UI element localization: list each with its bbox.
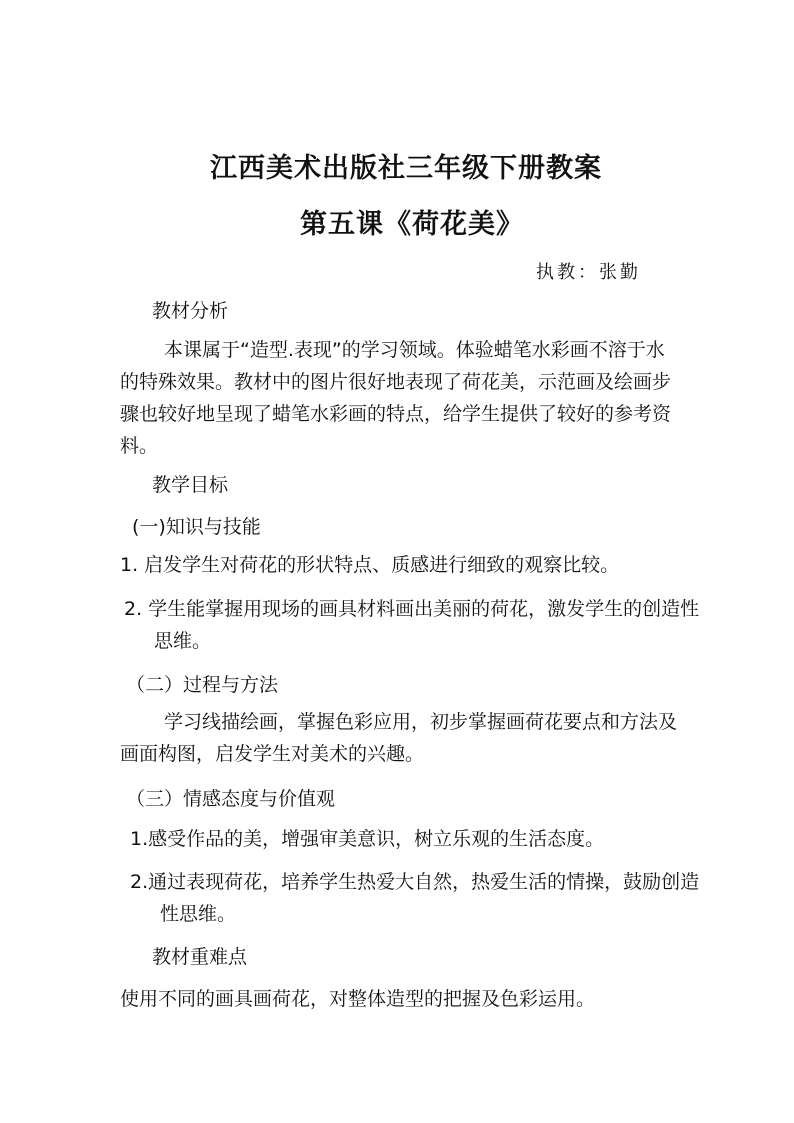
objectives-heading: 教学目标	[152, 474, 229, 496]
section-3-heading: （三）情感态度与价值观	[126, 788, 336, 810]
analysis-heading: 教材分析	[152, 300, 229, 322]
section-3-item-1: 1.感受作品的美，增强审美意识，树立乐观的生活态度。	[130, 828, 605, 850]
teacher-line: 执教：张勤	[536, 262, 641, 283]
analysis-text: 本课属于“造型.表现”的学习领域。体验蜡笔水彩画不溶于水的特殊效果。教材中的图片很好地表现了荷花美，示范画及绘画步骤也较好地呈现了蜡笔水彩画的特点，给学生提供了较好的参考资料。	[120, 339, 672, 457]
section-1-item-2: 2. 学生能掌握用现场的画具材料画出美丽的荷花，激发学生的创造性思维。	[124, 598, 700, 652]
section-3-item-2: 2.通过表现荷花，培养学生热爱大自然，热爱生活的情操，鼓励创造性思维。	[130, 871, 700, 925]
section-2-text: 学习线描绘画，掌握色彩应用，初步掌握画荷花要点和方法及画面构图，启发学生对美术的兴趣。	[120, 711, 678, 765]
document-title: 江西美术出版社三年级下册教案	[210, 153, 602, 184]
section-2-heading: （二）过程与方法	[126, 674, 279, 696]
section-1-heading: (一)知识与技能	[132, 516, 261, 538]
section-1-item-1: 1. 启发学生对荷花的形状特点、质感进行细致的观察比较。	[120, 554, 620, 576]
lesson-title: 第五课《荷花美》	[300, 209, 524, 240]
difficulty-text: 使用不同的画具画荷花，对整体造型的把握及色彩运用。	[120, 988, 596, 1010]
difficulty-heading: 教材重难点	[152, 946, 248, 968]
